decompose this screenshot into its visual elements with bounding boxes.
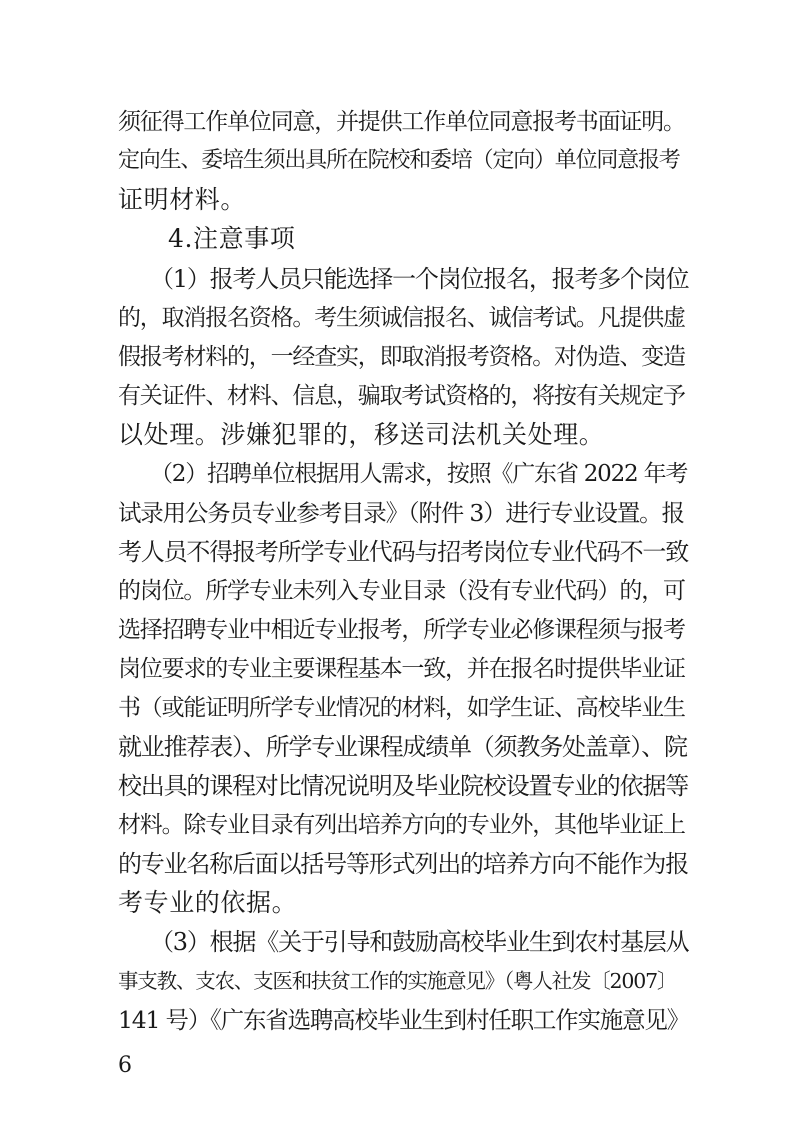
text-line: 材料。除专业目录有列出培养方向的专业外，其他毕业证上 — [118, 812, 685, 838]
text-line: 以处理。涉嫌犯罪的，移送司法机关处理。 — [118, 420, 605, 449]
section-heading: 4.注意事项 — [168, 224, 296, 253]
text-line: 校出具的课程对比情况说明及毕业院校设置专业的依据等 — [118, 772, 688, 800]
text-line: 141 号）《广东省选聘高校毕业生到村任职工作实施意见》 — [118, 1006, 689, 1034]
text-line: 考人员不得报考所学专业代码与招考岗位专业代码不一致 — [118, 538, 688, 566]
text-line: 事支教、支农、支医和扶贫工作的实施意见》（粤人社发〔2007〕 — [118, 969, 677, 993]
text-line: 书（或能证明所学专业情况的材料，如学生证、高校毕业生 — [118, 695, 685, 721]
text-line: 证明材料。 — [118, 185, 247, 214]
text-line: （1）报考人员只能选择一个岗位报名，报考多个岗位 — [150, 265, 689, 293]
text-line: 就业推荐表）、所学专业课程成绩单（须教务处盖章）、院 — [118, 733, 687, 761]
text-line: 考专业的依据。 — [118, 888, 298, 917]
text-line: 有关证件、材料、信息，骗取考试资格的，将按有关规定予 — [118, 383, 685, 409]
text-line: 岗位要求的专业主要课程基本一致，并在报名时提供毕业证 — [118, 656, 685, 682]
text-line: 的，取消报名资格。考生须诚信报名、诚信考试。凡提供虚 — [118, 305, 685, 331]
text-line: 的专业名称后面以括号等形式列出的培养方向不能作为报 — [118, 850, 688, 878]
text-line: 须征得工作单位同意，并提供工作单位同意报考书面证明。 — [118, 109, 685, 135]
text-line: 选择招聘专业中相近专业报考，所学专业必修课程须与报考 — [118, 617, 685, 643]
text-line: 假报考材料的，一经查实，即取消报考资格。对伪造、变造 — [118, 344, 685, 370]
text-line: （3）根据《关于引导和鼓励高校毕业生到农村基层从 — [150, 928, 689, 956]
text-line: 的岗位。所学专业未列入专业目录（没有专业代码）的，可 — [118, 578, 685, 604]
text-line: 定向生、委培生须出具所在院校和委培（定向）单位同意报考 — [118, 148, 680, 173]
page-number: 6 — [118, 1053, 132, 1078]
text-line: （2）招聘单位根据用人需求，按照《广东省 2022 年考 — [150, 461, 688, 487]
text-line: 试录用公务员专业参考目录》（附件 3）进行专业设置。报 — [118, 499, 684, 527]
